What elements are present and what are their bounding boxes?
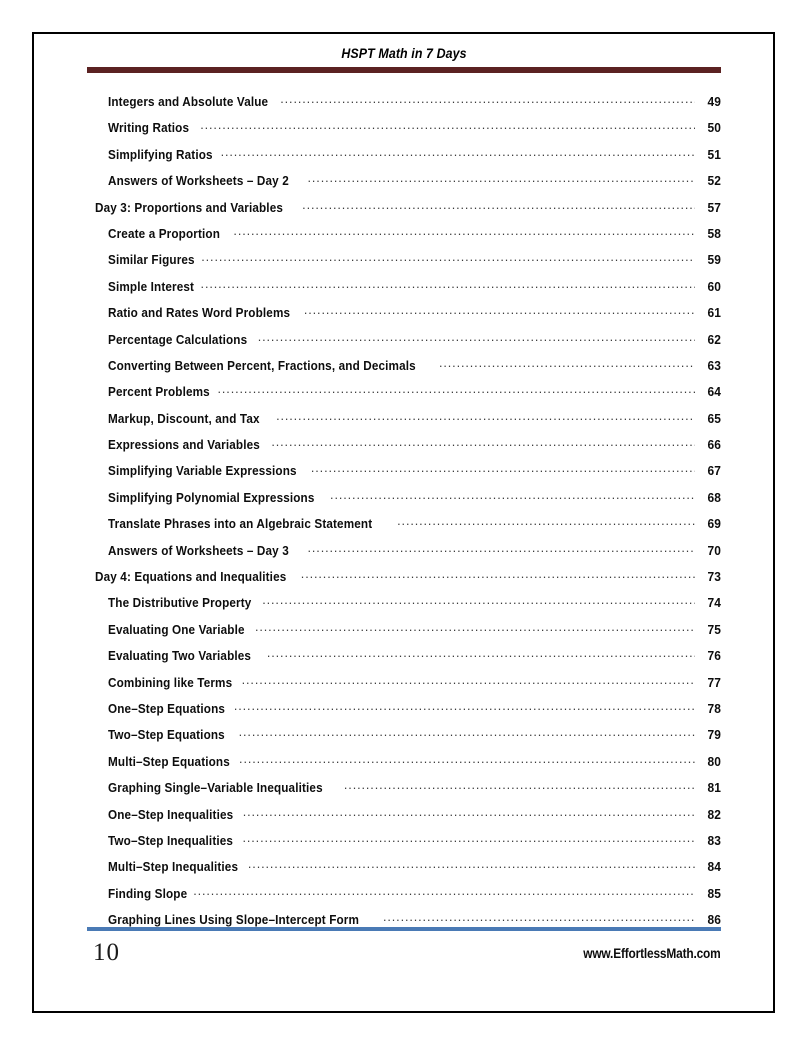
toc-entry-title: One–Step Equations: [108, 701, 226, 716]
toc-entry-row[interactable]: [87, 750, 721, 776]
toc-entry-page-number: 82: [707, 807, 721, 822]
toc-entry-page-number: 62: [707, 332, 721, 347]
toc-entry-page-number: 76: [707, 649, 721, 664]
header-rule: [87, 67, 721, 73]
running-header: [87, 46, 721, 73]
toc-entry-page-number: 61: [707, 306, 721, 321]
toc-entry-row[interactable]: [87, 354, 721, 380]
toc-dot-leader: [330, 486, 695, 502]
toc-entry-page-number: 68: [707, 490, 721, 505]
toc-entry-title: Translate Phrases into an Algebraic Statement: [108, 517, 373, 532]
toc-entry-page-number: 81: [707, 781, 721, 796]
toc-entry-page-number: 73: [707, 570, 721, 585]
toc-entry-title: Simplifying Polynomial Expressions: [108, 490, 315, 505]
toc-entry-row[interactable]: [87, 618, 721, 644]
toc-entry-row[interactable]: [87, 301, 721, 327]
toc-entry-page-number: 52: [707, 174, 721, 189]
toc-entry-row[interactable]: [87, 591, 721, 617]
footer-rule: [87, 927, 721, 931]
toc-entry-page-number: 65: [707, 411, 721, 426]
toc-dot-leader: [267, 644, 695, 660]
toc-entry-row[interactable]: [87, 671, 721, 697]
page-frame: [32, 32, 775, 1013]
toc-entry-page-number: 66: [707, 438, 721, 453]
toc-entry-page-number: 49: [707, 95, 721, 109]
toc-section-row[interactable]: [87, 196, 721, 222]
toc-entry-row[interactable]: [87, 328, 721, 354]
toc-entry-title: Answers of Worksheets – Day 3: [108, 543, 289, 558]
toc-entry-title: Graphing Lines Using Slope–Intercept Form: [108, 913, 360, 928]
toc-dot-leader: [344, 776, 695, 792]
toc-entry-page-number: 63: [707, 358, 721, 373]
toc-entry-page-number: 84: [707, 860, 721, 875]
toc-dot-leader: [239, 750, 695, 766]
toc-entry-row[interactable]: [87, 644, 721, 670]
toc-entry-row[interactable]: [87, 855, 721, 881]
toc-entry-title: Percentage Calculations: [108, 332, 248, 347]
page-footer: [87, 927, 721, 967]
toc-entry-row[interactable]: [87, 539, 721, 565]
toc-dot-leader: [200, 116, 695, 132]
toc-entry-row[interactable]: [87, 380, 721, 406]
toc-entry-page-number: 64: [707, 385, 721, 400]
toc-entry-row[interactable]: [87, 248, 721, 274]
toc-entry-row[interactable]: [87, 222, 721, 248]
toc-entry-row[interactable]: [87, 143, 721, 169]
toc-entry-row[interactable]: [87, 90, 721, 116]
toc-dot-leader: [258, 328, 695, 344]
toc-entry-title: Finding Slope: [108, 886, 188, 901]
toc-entry-row[interactable]: [87, 723, 721, 749]
toc-entry-title: Simple Interest: [108, 279, 195, 294]
toc-dot-leader: [201, 275, 695, 291]
toc-entry-page-number: 67: [707, 464, 721, 479]
toc-entry-title: Two–Step Inequalities: [108, 833, 234, 848]
toc-entry-title: The Distributive Property: [108, 596, 252, 611]
toc-entry-page-number: 79: [707, 728, 721, 743]
toc-entry-title: Percent Problems: [108, 385, 210, 400]
toc-entry-page-number: 86: [707, 913, 721, 928]
website-url: www.EffortlessMath.com: [583, 945, 721, 961]
toc-dot-leader: [248, 855, 695, 871]
toc-entry-title: Writing Ratios: [108, 121, 190, 136]
toc-entry-row[interactable]: [87, 776, 721, 802]
toc-dot-leader: [304, 301, 695, 317]
toc-entry-page-number: 83: [707, 833, 721, 848]
toc-dot-leader: [397, 512, 695, 528]
page-number: 10: [93, 939, 120, 966]
toc-dot-leader: [311, 459, 695, 475]
toc-dot-leader: [218, 380, 696, 396]
toc-dot-leader: [255, 618, 695, 634]
toc-entry-title: Graphing Single–Variable Inequalities: [108, 781, 323, 796]
toc-entry-title: Converting Between Percent, Fractions, and Decimals: [108, 358, 416, 373]
toc-entry-title: Combining like Terms: [108, 675, 233, 690]
toc-dot-leader: [239, 723, 695, 739]
toc-entry-page-number: 85: [707, 886, 721, 901]
page-content: [34, 34, 773, 1011]
toc-entry-row[interactable]: [87, 829, 721, 855]
toc-entry-row[interactable]: [87, 407, 721, 433]
toc-dot-leader: [308, 539, 696, 555]
toc-entry-page-number: 78: [707, 701, 721, 716]
table-of-contents: [87, 90, 721, 935]
toc-entry-title: Day 4: Equations and Inequalities: [95, 570, 287, 585]
toc-entry-title: Markup, Discount, and Tax: [108, 411, 260, 426]
toc-dot-leader: [301, 565, 695, 581]
toc-entry-page-number: 77: [707, 675, 721, 690]
toc-entry-page-number: 80: [707, 754, 721, 769]
toc-entry-title: One–Step Inequalities: [108, 807, 234, 822]
toc-dot-leader: [383, 908, 695, 924]
toc-entry-title: Ratio and Rates Word Problems: [108, 306, 291, 321]
toc-entry-page-number: 69: [707, 517, 721, 532]
toc-entry-title: Evaluating Two Variables: [108, 649, 252, 664]
toc-entry-title: Similar Figures: [108, 253, 195, 268]
toc-entry-title: Multi–Step Inequalities: [108, 860, 239, 875]
toc-dot-leader: [262, 591, 695, 607]
toc-dot-leader: [242, 829, 695, 845]
toc-entry-title: Integers and Absolute Value: [108, 95, 269, 109]
toc-entry-row[interactable]: [87, 486, 721, 512]
book-title: HSPT Math in 7 Days: [341, 46, 467, 61]
toc-entry-page-number: 58: [707, 226, 721, 241]
toc-entry-page-number: 75: [707, 622, 721, 637]
toc-dot-leader: [276, 407, 695, 423]
toc-section-row[interactable]: [87, 565, 721, 591]
toc-entry-page-number: 51: [707, 147, 721, 162]
toc-dot-leader: [439, 354, 695, 370]
toc-entry-page-number: 59: [707, 253, 721, 268]
toc-entry-row[interactable]: [87, 275, 721, 301]
toc-entry-page-number: 74: [707, 596, 721, 611]
toc-entry-title: Day 3: Proportions and Variables: [95, 200, 284, 215]
toc-entry-row[interactable]: [87, 433, 721, 459]
toc-entry-page-number: 70: [707, 543, 721, 558]
toc-entry-title: Simplifying Ratios: [108, 147, 213, 162]
toc-entry-row[interactable]: [87, 459, 721, 485]
toc-entry-title: Multi–Step Equations: [108, 754, 230, 769]
toc-dot-leader: [308, 169, 696, 185]
toc-entry-row[interactable]: [87, 169, 721, 195]
toc-entry-title: Simplifying Variable Expressions: [108, 464, 297, 479]
toc-dot-leader: [242, 671, 695, 687]
toc-entry-row[interactable]: [87, 512, 721, 538]
toc-entry-title: Answers of Worksheets – Day 2: [108, 174, 289, 189]
toc-entry-row[interactable]: [87, 803, 721, 829]
footer-row: [87, 939, 721, 967]
toc-dot-leader: [302, 196, 695, 212]
toc-entry-title: Create a Proportion: [108, 226, 220, 241]
toc-dot-leader: [271, 433, 695, 449]
toc-dot-leader: [234, 697, 695, 713]
toc-entry-row[interactable]: [87, 882, 721, 908]
toc-dot-leader: [280, 90, 695, 106]
toc-dot-leader: [233, 222, 695, 238]
toc-entry-page-number: 60: [707, 279, 721, 294]
toc-entry-row[interactable]: [87, 116, 721, 142]
toc-entry-title: Expressions and Variables: [108, 438, 260, 453]
toc-entry-row[interactable]: [87, 697, 721, 723]
toc-entry-page-number: 57: [707, 200, 721, 215]
toc-entry-title: Two–Step Equations: [108, 728, 225, 743]
toc-dot-leader: [201, 248, 695, 264]
toc-entry-page-number: 50: [707, 121, 721, 136]
toc-dot-leader: [193, 882, 695, 898]
toc-entry-title: Evaluating One Variable: [108, 622, 245, 637]
toc-dot-leader: [243, 803, 695, 819]
toc-dot-leader: [221, 143, 695, 159]
